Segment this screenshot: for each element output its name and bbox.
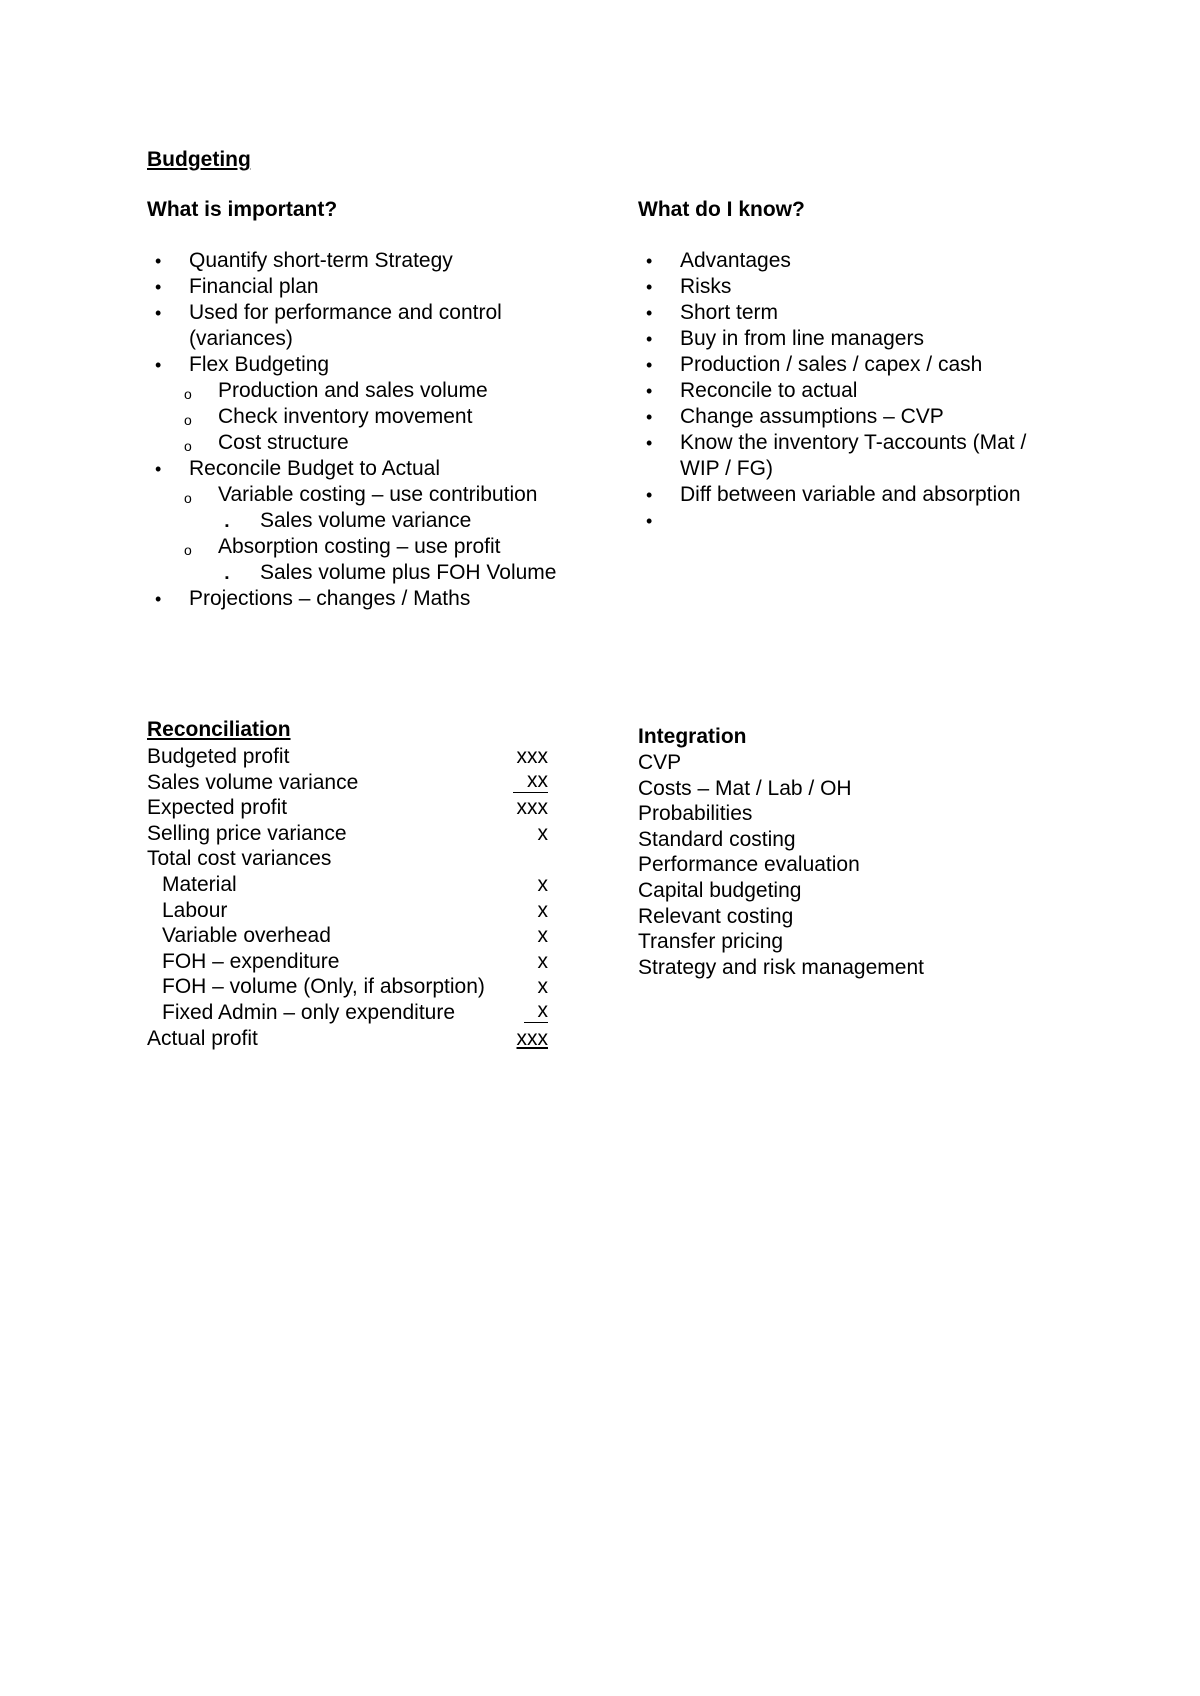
row-label: Fixed Admin – only expenditure (162, 1000, 456, 1024)
important-points-list (147, 248, 587, 612)
list-item (147, 482, 587, 508)
list-item-text: Risks (680, 275, 732, 298)
circle-bullet-icon: o (184, 438, 192, 454)
list-item-text: Projections – changes / Maths (189, 587, 471, 610)
list-item: Relevant costing (638, 904, 794, 928)
row-label: Selling price variance (147, 821, 347, 845)
row-amount: x (524, 1000, 549, 1023)
circle-bullet-icon: o (184, 542, 192, 558)
bullet-icon: • (646, 485, 653, 505)
bullet-icon: • (646, 329, 653, 349)
list-item-text: Financial plan (189, 275, 319, 298)
list-item-text: Cost structure (218, 431, 349, 454)
known-points-list (638, 248, 1068, 531)
square-bullet-icon: ▪ (225, 520, 229, 532)
list-item-text: Diff between variable and absorption (680, 483, 1021, 506)
row-label: FOH – expenditure (162, 949, 340, 973)
table-row (147, 974, 551, 1000)
list-item-text: Reconcile to actual (680, 379, 858, 402)
list-item (638, 326, 1068, 352)
row-amount: xxx (516, 745, 548, 768)
row-label: Variable overhead (162, 924, 331, 948)
list-item (638, 378, 1068, 404)
circle-bullet-icon: o (184, 386, 192, 402)
list-item (638, 300, 1068, 326)
row-label: Labour (162, 898, 228, 922)
reconciliation-table (147, 744, 551, 1051)
row-amount: x (537, 872, 548, 896)
list-item (147, 352, 587, 378)
row-label: Budgeted profit (147, 745, 290, 768)
bullet-icon: • (155, 251, 162, 271)
table-row (147, 949, 551, 975)
row-amount: x (537, 821, 548, 845)
bullet-icon: • (646, 251, 653, 271)
list-item-text: Production and sales volume (218, 379, 488, 402)
integration-title: Integration (638, 725, 747, 748)
reconciliation-title: Reconciliation (147, 718, 291, 741)
bullet-icon: • (646, 277, 653, 297)
right-column-heading: What do I know? (638, 198, 805, 221)
bullet-icon: • (646, 511, 653, 531)
table-row (147, 923, 551, 949)
row-label: Expected profit (147, 796, 288, 820)
list-item: Costs – Mat / Lab / OH (638, 776, 852, 800)
bullet-icon: • (646, 407, 653, 427)
list-item-text: Reconcile Budget to Actual (189, 457, 440, 480)
row-amount: x (537, 898, 548, 922)
row-amount: x (537, 975, 548, 999)
list-item (147, 508, 587, 534)
list-item-text: Check inventory movement (218, 405, 473, 428)
list-item-text: Quantify short-term Strategy (189, 249, 453, 272)
list-item (638, 274, 1068, 300)
list-item (147, 456, 587, 482)
list-item (147, 300, 587, 352)
table-row (147, 821, 551, 847)
list-item-text: Sales volume variance (260, 509, 472, 532)
table-row (147, 744, 551, 770)
row-amount: x (537, 949, 548, 973)
list-item (147, 248, 587, 274)
list-item-text: Buy in from line managers (680, 327, 924, 350)
list-item (147, 404, 587, 430)
list-item (638, 352, 1068, 378)
row-label: Material (162, 872, 237, 896)
list-item (638, 482, 1068, 508)
list-item-text: Variable costing – use contribution (218, 483, 538, 506)
list-item (147, 274, 587, 300)
table-row (147, 1000, 551, 1026)
list-item: CVP (638, 751, 682, 774)
list-item (638, 248, 1068, 274)
bullet-icon: • (646, 355, 653, 375)
list-item-text: Advantages (680, 249, 791, 272)
left-column-heading: What is important? (147, 198, 338, 221)
table-row (147, 872, 551, 898)
list-item: Transfer pricing (638, 930, 784, 954)
row-label: FOH – volume (Only, if absorption) (162, 975, 485, 999)
list-item-text: Change assumptions – CVP (680, 405, 944, 428)
table-row (147, 898, 551, 924)
list-item: Strategy and risk management (638, 955, 924, 979)
list-item (638, 430, 1068, 482)
bullet-icon: • (155, 459, 162, 479)
list-item: Performance evaluation (638, 853, 860, 877)
bullet-icon: • (646, 303, 653, 323)
list-item: Probabilities (638, 802, 753, 826)
list-item-text: Sales volume plus FOH Volume (260, 561, 557, 584)
list-item-text: Used for performance and control (variances) (189, 301, 502, 350)
row-amount: xxx (516, 796, 548, 820)
bullet-icon: • (155, 589, 162, 609)
list-item-text: Know the inventory T-accounts (Mat / WIP / FG) (680, 431, 1027, 480)
list-item-text: Short term (680, 301, 779, 324)
document-title: Budgeting (147, 148, 251, 171)
list-item (147, 560, 587, 586)
table-row (147, 1026, 551, 1052)
integration-list (638, 750, 924, 980)
list-item-text: Absorption costing – use profit (218, 535, 501, 558)
bullet-icon: • (155, 355, 162, 375)
row-label: Sales volume variance (147, 770, 359, 794)
bullet-icon: • (155, 277, 162, 297)
table-row (147, 795, 551, 821)
list-item (147, 534, 587, 560)
row-label: Actual profit (147, 1026, 258, 1050)
list-item (638, 404, 1068, 430)
bullet-icon: • (646, 433, 653, 453)
circle-bullet-icon: o (184, 490, 192, 506)
bullet-icon: • (646, 381, 653, 401)
list-item: Standard costing (638, 827, 796, 851)
square-bullet-icon: ▪ (225, 572, 229, 584)
row-amount: xxx (516, 1026, 548, 1050)
list-item (147, 378, 587, 404)
list-item: Capital budgeting (638, 878, 802, 902)
circle-bullet-icon: o (184, 412, 192, 428)
list-item-text: Production / sales / capex / cash (680, 353, 983, 376)
row-amount: xx (513, 770, 548, 793)
bullet-icon: • (155, 303, 162, 323)
list-item-text: Flex Budgeting (189, 353, 330, 376)
table-row (147, 770, 551, 796)
list-item (147, 430, 587, 456)
list-item (147, 586, 587, 612)
row-label: Total cost variances (147, 847, 332, 871)
row-amount: x (537, 924, 548, 948)
table-row (147, 846, 551, 872)
